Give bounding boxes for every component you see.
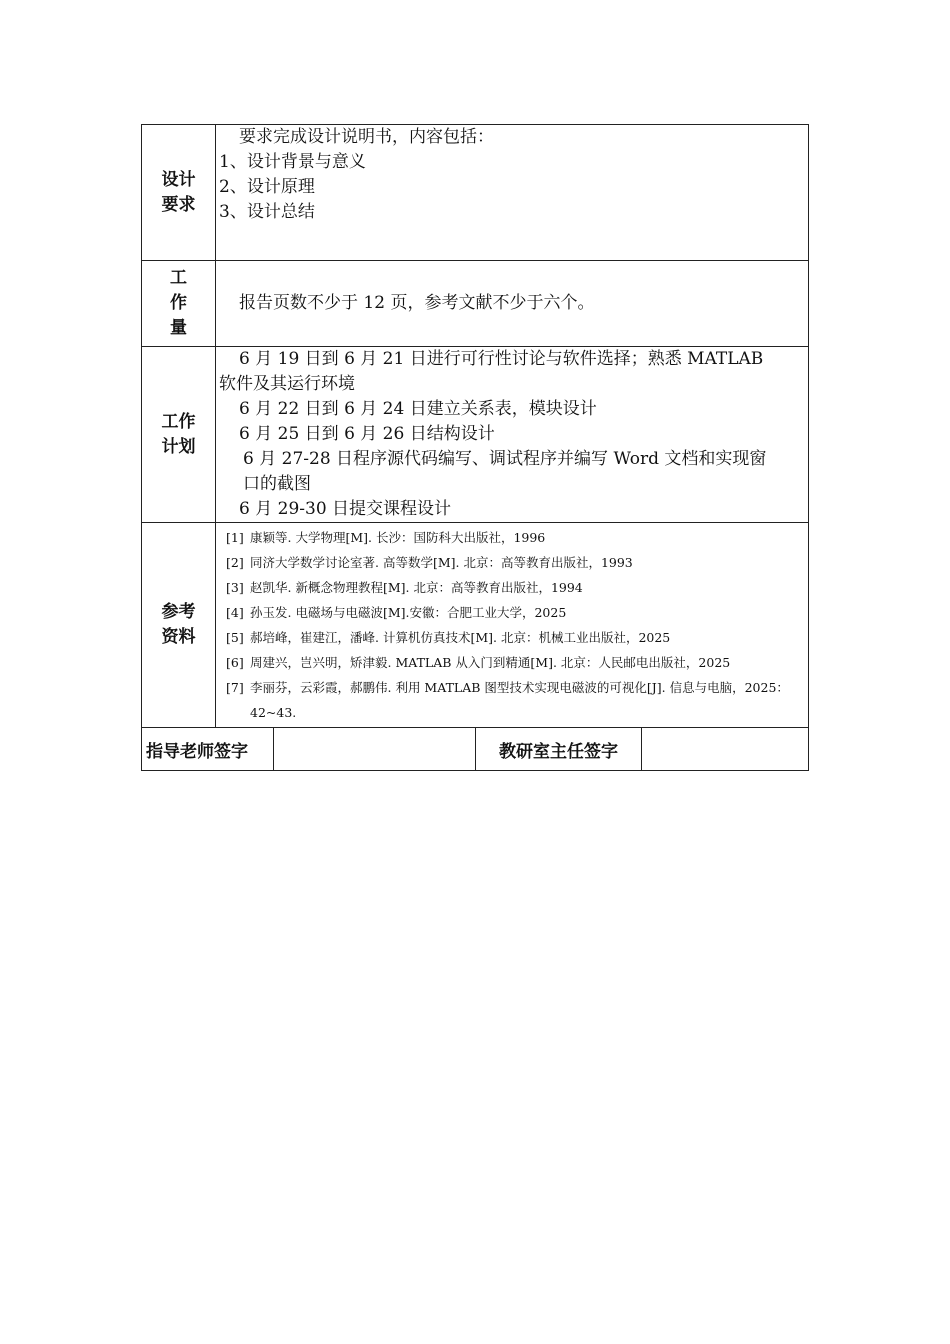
workload-text: 报告页数不少于 12 页，参考文献不少于六个。 bbox=[239, 293, 595, 313]
references-label: 参考 资料 bbox=[142, 523, 216, 728]
plan-item: 6 月 25 日到 6 月 26 日结构设计 bbox=[239, 424, 495, 444]
advisor-signature-field[interactable] bbox=[274, 728, 476, 771]
work-plan-content bbox=[216, 347, 809, 523]
work-plan-row bbox=[142, 347, 809, 523]
work-plan-label: 工作 计划 bbox=[142, 347, 216, 523]
director-signature-field[interactable] bbox=[642, 728, 809, 771]
reference-item: [1] 康颖等. 大学物理[M]. 长沙：国防科大出版社，1996 bbox=[226, 530, 546, 545]
reference-item: [4] 孙玉发. 电磁场与电磁波[M].安徽：合肥工业大学，2025 bbox=[226, 605, 567, 620]
workload-label: 工 作 量 bbox=[142, 261, 216, 347]
advisor-signature-label: 指导老师签字 bbox=[142, 728, 274, 771]
design-requirements-content bbox=[216, 125, 809, 261]
requirement-intro: 要求完成设计说明书，内容包括： bbox=[239, 127, 494, 147]
plan-item: 6 月 27-28 日程序源代码编写、调试程序并编写 Word 文档和实现窗 bbox=[243, 449, 767, 469]
plan-item: 6 月 22 日到 6 月 24 日建立关系表，模块设计 bbox=[239, 399, 597, 419]
plan-item: 6 月 29-30 日提交课程设计 bbox=[239, 499, 452, 519]
requirement-item: 1、设计背景与意义 bbox=[219, 152, 366, 172]
signature-table bbox=[141, 727, 809, 771]
reference-item: [6] 周建兴，岂兴明，矫津毅. MATLAB 从入门到精通[M]. 北京：人民邮电出版社，2025 bbox=[226, 655, 731, 670]
task-form bbox=[141, 124, 808, 771]
plan-item-continued: 软件及其运行环境 bbox=[219, 374, 355, 394]
director-signature-label: 教研室主任签字 bbox=[476, 728, 642, 771]
references-row bbox=[142, 523, 809, 728]
requirement-item: 2、设计原理 bbox=[219, 177, 315, 197]
reference-item: [7] 李丽芬，云彩霞，郝鹏伟. 利用 MATLAB 图型技术实现电磁波的可视化[J]. 信息与电脑，2025：42~43. bbox=[226, 680, 789, 720]
design-requirements-row bbox=[142, 125, 809, 261]
task-table bbox=[141, 124, 809, 728]
design-requirements-label: 设计 要求 bbox=[142, 125, 216, 261]
reference-item: [5] 郝培峰，崔建江，潘峰. 计算机仿真技术[M]. 北京：机械工业出版社，2025 bbox=[226, 630, 671, 645]
references-list bbox=[216, 523, 809, 728]
signature-row bbox=[142, 728, 809, 771]
workload-row bbox=[142, 261, 809, 347]
plan-item-continued: 口的截图 bbox=[243, 474, 311, 494]
reference-item: [3] 赵凯华. 新概念物理教程[M]. 北京：高等教育出版社，1994 bbox=[226, 580, 583, 595]
requirement-item: 3、设计总结 bbox=[219, 202, 315, 222]
workload-content bbox=[216, 261, 809, 347]
reference-item: [2] 同济大学数学讨论室著. 高等数学[M]. 北京：高等教育出版社，1993 bbox=[226, 555, 633, 570]
plan-item: 6 月 19 日到 6 月 21 日进行可行性讨论与软件选择；熟悉 MATLAB bbox=[239, 349, 764, 369]
